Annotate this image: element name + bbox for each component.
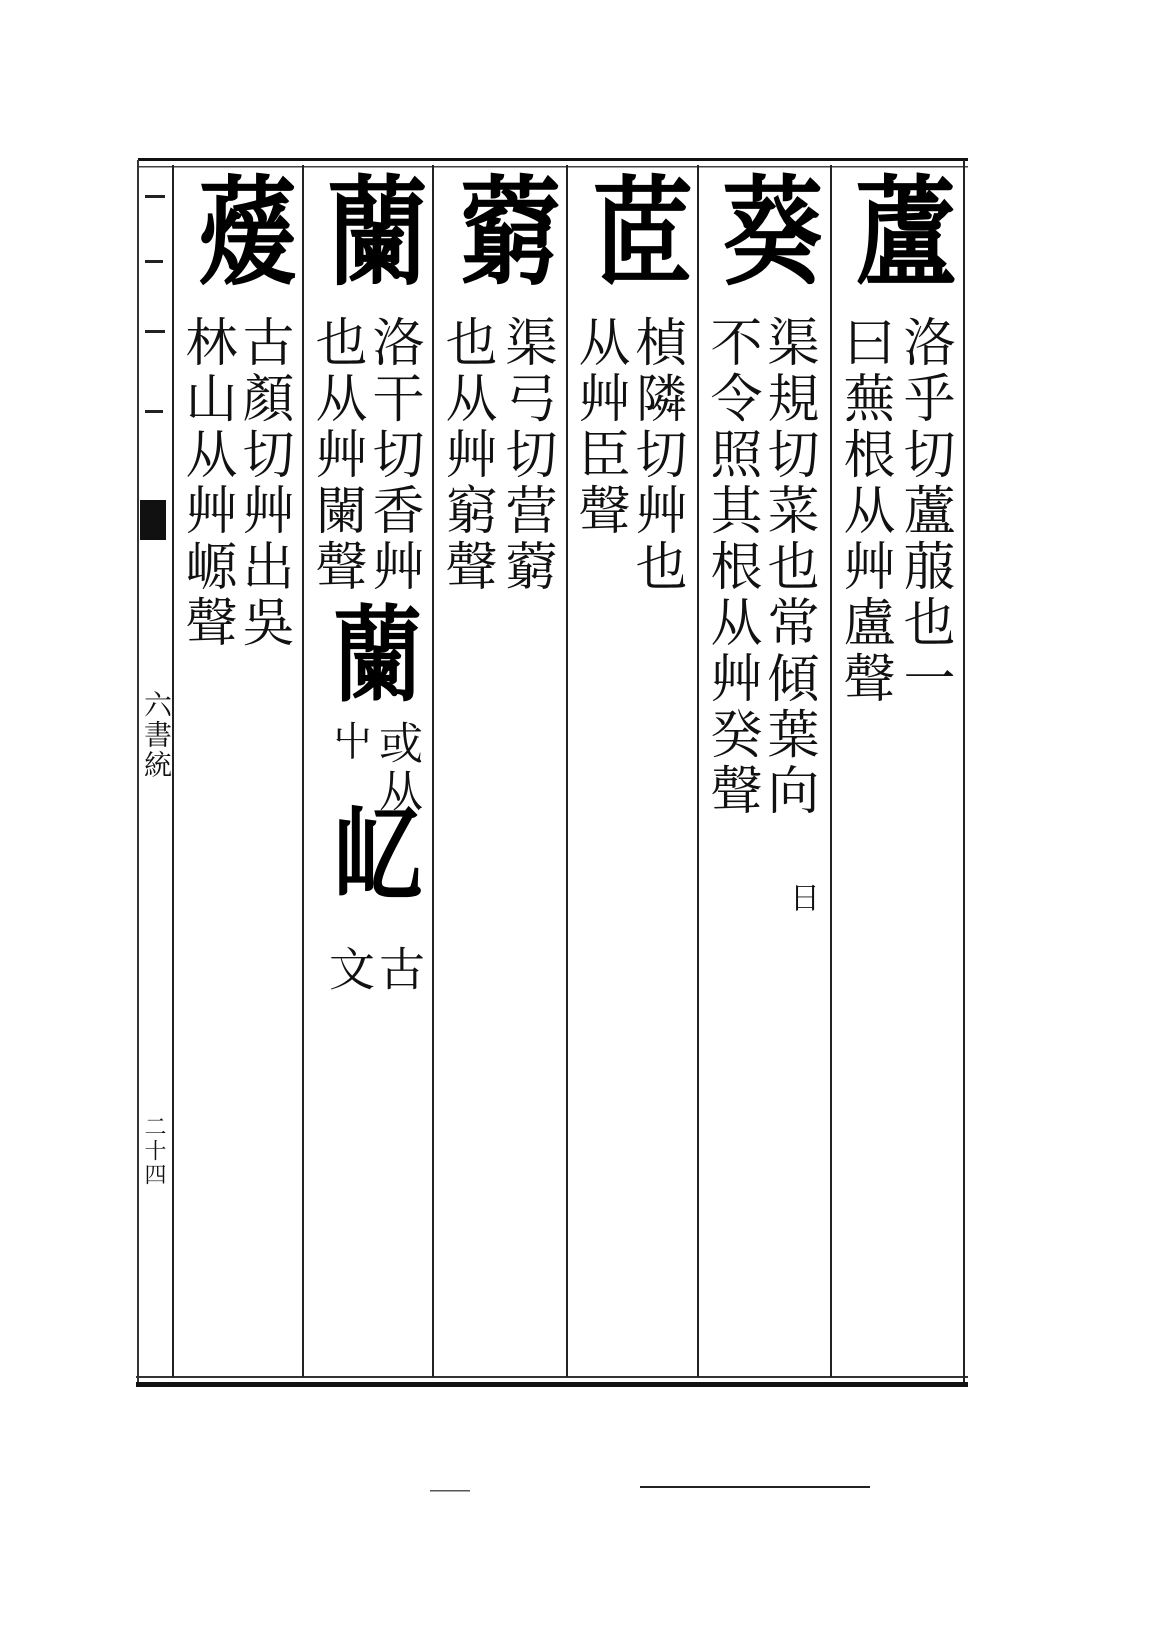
column-3-text-a: 楨隣切艸也	[626, 315, 686, 595]
column-1-text-a: 洛乎切蘆菔也一	[894, 315, 954, 707]
column-2-text-b: 不令照其根从艸癸聲	[701, 315, 761, 819]
seal-character-5: 蘭	[310, 170, 429, 288]
seal-character-2: 葵	[705, 170, 824, 288]
column-5-text-b: 也从艸闌聲	[306, 315, 366, 595]
seal-character-1: 蘆	[838, 170, 957, 288]
variant-seal-character: 蘭	[318, 600, 423, 704]
variant-note-a: 或从	[371, 720, 422, 816]
seal-character-6: 蕿	[180, 170, 299, 288]
column-4-text-a: 渠弓切营藭	[496, 315, 556, 595]
book-title: 六書統	[140, 690, 173, 780]
column-2-text-a: 渠規切菜也常傾葉向	[758, 315, 818, 819]
column-1-text-b: 曰蕪根从艸盧聲	[834, 315, 894, 707]
variant-note-b: 屮	[326, 720, 372, 764]
column-6-text-a: 古顏切艸出吳	[233, 315, 293, 651]
column-6-text-b: 林山从艸㟲聲	[176, 315, 236, 651]
ancient-note-b: 文	[322, 945, 376, 995]
column-3-text-b: 从艸臣聲	[569, 315, 629, 539]
ancient-seal-character: 𡴭	[318, 800, 423, 904]
seal-character-4: 藭	[443, 170, 562, 288]
ancient-note-a: 古	[372, 945, 426, 995]
seal-character-3: 茝	[575, 170, 694, 288]
column-2-small-note: 日	[784, 882, 819, 916]
column-4-text-b: 也从艸窮聲	[436, 315, 496, 595]
page-number: 二十四	[141, 1115, 166, 1187]
column-5-text-a: 洛干切香艸	[363, 315, 423, 595]
